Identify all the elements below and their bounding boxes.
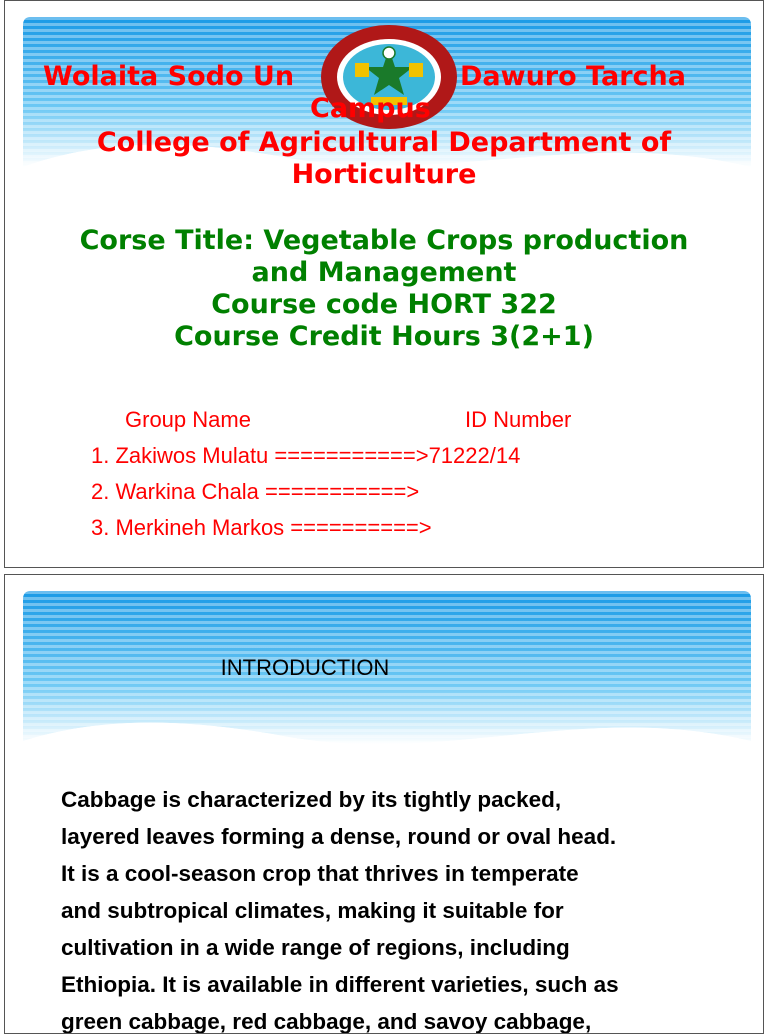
course-title-line-2: and Management (251, 257, 517, 288)
id-number-header: ID Number (465, 407, 572, 432)
introduction-slide (4, 574, 764, 1034)
wave-banner (23, 591, 751, 781)
university-campus: Campus (310, 93, 431, 124)
college-line-2: Horticulture (291, 159, 477, 190)
university-name-right: Dawuro Tarcha (460, 61, 686, 92)
body-line: Ethiopia. It is available in different varieties, such as (61, 972, 619, 997)
credit-hours: Course Credit Hours 3(2+1) (174, 321, 594, 352)
college-line-1: College of Agricultural Department of (96, 127, 672, 158)
group-name-header: Group Name (125, 407, 251, 432)
introduction-body (61, 781, 721, 1034)
body-line: Cabbage is characterized by its tightly packed, (61, 787, 562, 812)
body-line: cultivation in a wide range of regions, including (61, 935, 570, 960)
member-3: 3. Merkineh Markos ==========> (91, 515, 432, 540)
course-title-line-1: Corse Title: Vegetable Crops production (79, 225, 689, 256)
body-line: green cabbage, red cabbage, and savoy cabbage, (61, 1009, 592, 1034)
title-slide (4, 0, 764, 568)
body-line: and subtropical climates, making it suitable for (61, 898, 564, 923)
member-1: 1. Zakiwos Mulatu ===========>71222/14 (91, 443, 521, 468)
course-code: Course code HORT 322 (211, 289, 557, 320)
introduction-heading: INTRODUCTION (220, 655, 390, 680)
body-line: It is a cool-season crop that thrives in temperate (61, 861, 579, 886)
university-name-left: Wolaita Sodo Un (43, 61, 295, 92)
member-2: 2. Warkina Chala ===========> (91, 479, 420, 504)
body-line: layered leaves forming a dense, round or oval head. (61, 824, 617, 849)
